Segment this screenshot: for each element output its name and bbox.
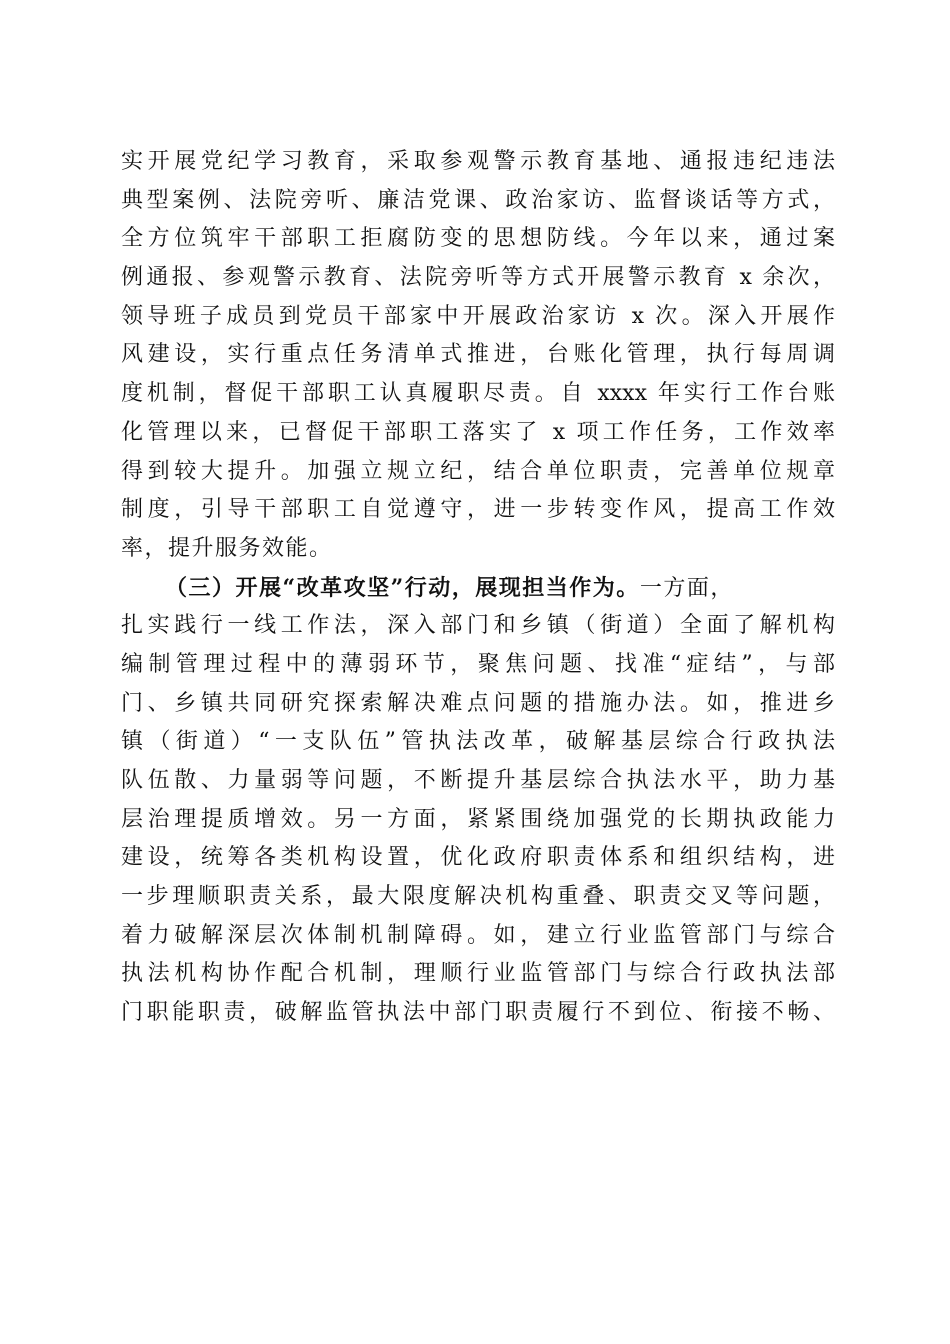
text-line: 率，提升服务效能。 bbox=[121, 535, 333, 561]
text-line: 实开展党纪学习教育，采取参观警示教育基地、通报违纪违法 bbox=[121, 149, 835, 174]
text-line: 一步理顺职责关系，最大限度解决机构重叠、职责交叉等问题， bbox=[121, 884, 835, 910]
text-line: 镇（街道）“一支队伍”管执法改革，破解基层综合行政执法 bbox=[121, 729, 835, 755]
text-line: 得到较大提升。加强立规立纪，结合单位职责，完善单位规章 bbox=[121, 458, 835, 484]
text-line: 层治理提质增效。另一方面，紧紧围绕加强党的长期执政能力 bbox=[121, 806, 835, 832]
paragraph-1 bbox=[121, 143, 835, 569]
text-line: 度机制，督促干部职工认真履职尽责。自 xxxx 年实行工作台账 bbox=[121, 381, 835, 407]
text-line: 风建设，实行重点任务清单式推进，台账化管理，执行每周调 bbox=[121, 342, 835, 368]
section-heading: （三）开展“改革攻坚”行动，展现担当作为。 bbox=[165, 574, 640, 601]
text-line: 门职能职责，破解监管执法中部门职责履行不到位、衔接不畅、 bbox=[121, 1000, 835, 1026]
section-heading-line bbox=[121, 569, 835, 608]
text-line: 制度，引导干部职工自觉遵守，进一步转变作风，提高工作效 bbox=[121, 497, 835, 523]
text-line: 建设，统筹各类机构设置，优化政府职责体系和组织结构，进 bbox=[121, 845, 835, 871]
paragraph-2 bbox=[121, 569, 835, 1033]
text-line: 执法机构协作配合机制，理顺行业监管部门与综合行政执法部 bbox=[121, 961, 835, 987]
text-line: 扎实践行一线工作法，深入部门和乡镇（街道）全面了解机构 bbox=[121, 613, 835, 639]
text-line: 队伍散、力量弱等问题，不断提升基层综合执法水平，助力基 bbox=[121, 768, 835, 793]
text-line: 全方位筑牢干部职工拒腐防变的思想防线。今年以来，通过案 bbox=[121, 226, 835, 252]
text-line: 编制管理过程中的薄弱环节，聚焦问题、找准“症结”，与部 bbox=[121, 651, 835, 677]
heading-line-text: 一方面， bbox=[639, 575, 734, 601]
text-line: 典型案例、法院旁听、廉洁党课、政治家访、监督谈话等方式， bbox=[121, 187, 835, 213]
text-line: 着力破解深层次体制机制障碍。如，建立行业监管部门与综合 bbox=[121, 922, 835, 948]
text-line: 化管理以来，已督促干部职工落实了 x 项工作任务，工作效率 bbox=[121, 419, 835, 445]
document-body bbox=[121, 143, 835, 1033]
text-line: 门、乡镇共同研究探索解决难点问题的措施办法。如，推进乡 bbox=[121, 690, 835, 716]
text-line: 例通报、参观警示教育、法院旁听等方式开展警示教育 x 余次， bbox=[121, 265, 835, 291]
text-line: 领导班子成员到党员干部家中开展政治家访 x 次。深入开展作 bbox=[121, 303, 835, 329]
